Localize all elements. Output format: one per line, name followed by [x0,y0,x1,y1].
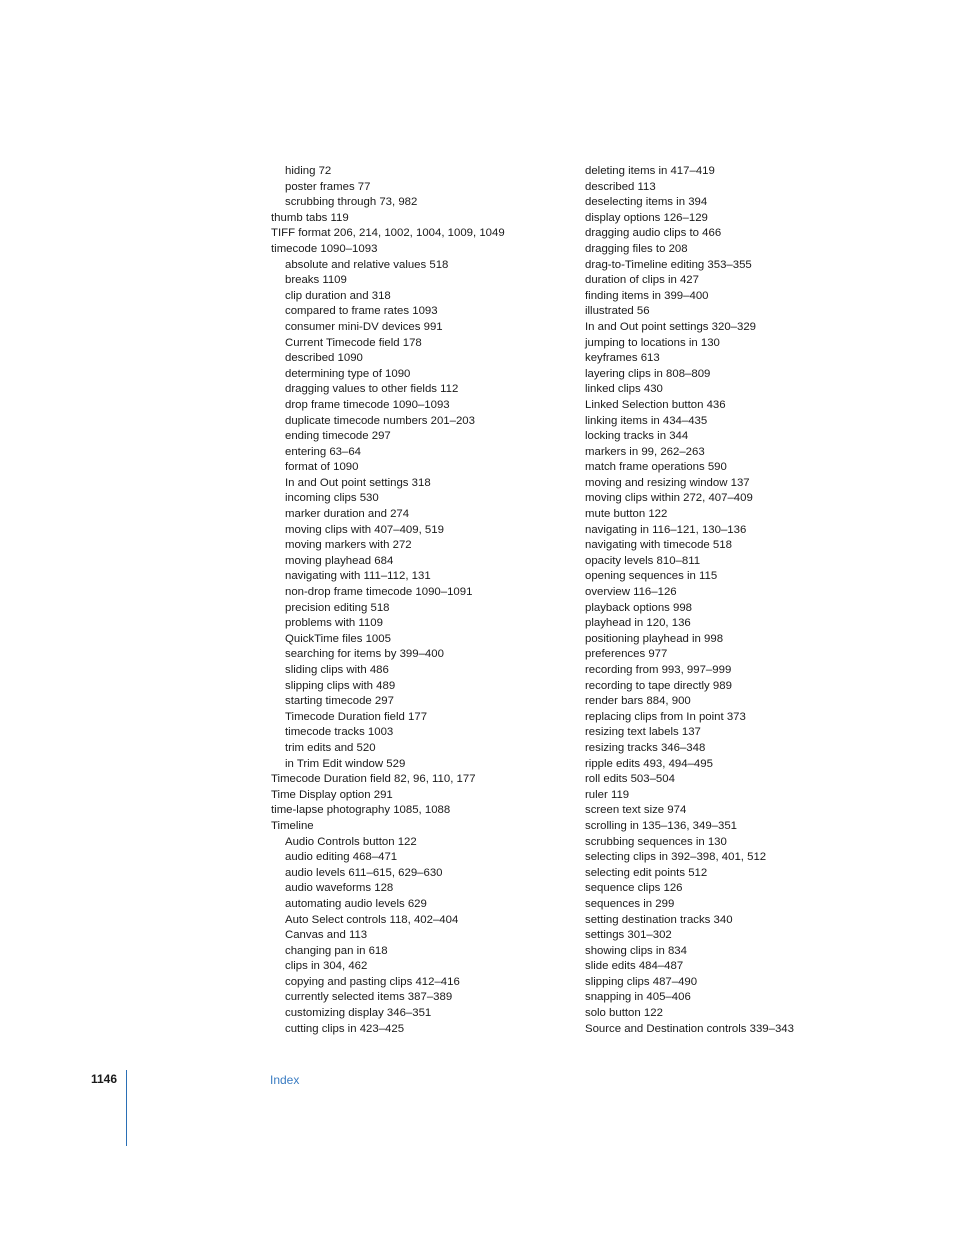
index-entry: timecode 1090–1093 [271,242,378,255]
page-number: 1146 [91,1072,118,1086]
index-subentry: Timecode Duration field 177 [285,710,428,723]
index-subentry: breaks 1109 [285,274,347,287]
index-subentry: dragging audio clips to 466 [585,227,722,240]
index-subentry: changing pan in 618 [285,944,388,957]
footer-divider [126,1070,127,1146]
index-subentry: Auto Select controls 118, 402–404 [285,913,459,926]
index-subentry: described 1090 [285,352,363,365]
index-subentry: solo button 122 [585,1007,663,1020]
index-subentry: poster frames 77 [285,180,371,193]
index-subentry: non-drop frame timecode 1090–1091 [285,586,473,599]
index-subentry: audio levels 611–615, 629–630 [285,866,443,879]
index-subentry: precision editing 518 [285,601,390,614]
index-subentry: selecting edit points 512 [585,866,708,879]
index-subentry: navigating with 111–112, 131 [285,570,431,583]
index-subentry: cutting clips in 423–425 [285,1022,405,1035]
index-subentry: sliding clips with 486 [285,664,389,676]
index-subentry: navigating in 116–121, 130–136 [585,523,747,536]
index-subentry: QuickTime files 1005 [285,632,391,645]
index-subentry: match frame operations 590 [585,461,727,474]
index-subentry: problems with 1109 [285,617,383,630]
index-subentry: Current Timecode field 178 [285,336,422,349]
index-subentry: recording to tape directly 989 [585,679,732,692]
index-subentry: consumer mini-DV devices 991 [285,320,443,333]
index-subentry: settings 301–302 [585,929,672,942]
index-subentry: hiding 72 [285,165,332,177]
index-subentry: replacing clips from In point 373 [585,710,746,723]
index-subentry: moving markers with 272 [285,539,412,552]
index-subentry: searching for items by 399–400 [285,648,444,661]
index-subentry: absolute and relative values 518 [285,258,449,271]
index-subentry: jumping to locations in 130 [585,336,720,349]
index-subentry: In and Out point settings 318 [285,476,431,489]
index-subentry: in Trim Edit window 529 [285,757,406,770]
index-subentry: resizing text labels 137 [585,726,701,739]
index-entry: time-lapse photography 1085, 1088 [271,804,451,817]
index-subentry: duration of clips in 427 [585,274,699,287]
index-subentry: clip duration and 318 [285,289,391,302]
index-subentry: drop frame timecode 1090–1093 [285,398,450,411]
index-subentry: currently selected items 387–389 [285,991,453,1004]
index-entry: Time Display option 291 [271,788,393,801]
index-subentry: ending timecode 297 [285,430,391,443]
index-subentry: incoming clips 530 [285,492,379,505]
index-subentry: recording from 993, 997–999 [585,664,732,676]
index-column-right [571,164,871,1037]
index-subentry: Source and Destination controls 339–343 [585,1022,794,1035]
index-subentry: markers in 99, 262–263 [585,445,705,458]
index-subentry: Linked Selection button 436 [585,398,726,411]
index-subentry: keyframes 613 [585,352,660,365]
index-subentry: linked clips 430 [585,383,663,396]
index-subentry: trim edits and 520 [285,741,376,754]
index-subentry: ripple edits 493, 494–495 [585,757,713,770]
index-subentry: deleting items in 417–419 [585,165,715,177]
index-subentry: mute button 122 [585,508,668,521]
index-subentry: positioning playhead in 998 [585,632,724,645]
index-subentry: setting destination tracks 340 [585,913,733,926]
index-subentry: In and Out point settings 320–329 [585,320,756,333]
index-subentry: opening sequences in 115 [585,570,718,583]
index-subentry: roll edits 503–504 [585,773,675,786]
index-subentry: dragging values to other fields 112 [285,383,459,396]
index-subentry: format of 1090 [285,461,359,474]
index-subentry: scrolling in 135–136, 349–351 [585,819,737,832]
index-subentry: slide edits 484–487 [585,960,684,973]
index-subentry: Audio Controls button 122 [285,835,417,848]
section-label: Index [270,1073,300,1087]
index-subentry: illustrated 56 [585,305,650,318]
index-subentry: locking tracks in 344 [585,430,689,443]
index-subentry: Canvas and 113 [285,929,368,942]
index-subentry: finding items in 399–400 [585,289,709,302]
index-subentry: sequences in 299 [585,897,675,910]
index-subentry: audio editing 468–471 [285,851,398,864]
index-entry: thumb tabs 119 [271,211,349,224]
index-subentry: deselecting items in 394 [585,196,708,209]
index-subentry: snapping in 405–406 [585,991,691,1004]
index-subentry: marker duration and 274 [285,508,410,521]
index-subentry: navigating with timecode 518 [585,539,732,552]
index-subentry: resizing tracks 346–348 [585,741,706,754]
index-subentry: overview 116–126 [585,586,677,599]
index-entry: Timecode Duration field 82, 96, 110, 177 [271,773,476,786]
index-subentry: scrubbing through 73, 982 [285,196,418,209]
index-subentry: clips in 304, 462 [285,960,368,973]
index-subentry: moving and resizing window 137 [585,476,750,489]
index-subentry: linking items in 434–435 [585,414,708,427]
index-subentry: playhead in 120, 136 [585,617,691,630]
index-subentry: copying and pasting clips 412–416 [285,975,460,988]
index-subentry: sequence clips 126 [585,882,683,895]
index-subentry: moving playhead 684 [285,554,394,567]
index-subentry: dragging files to 208 [585,242,688,255]
index-subentry: moving clips with 407–409, 519 [285,523,444,536]
index-subentry: entering 63–64 [285,445,362,458]
index-subentry: scrubbing sequences in 130 [585,835,727,848]
index-column-left [271,164,556,1037]
index-subentry: duplicate timecode numbers 201–203 [285,414,475,427]
index-subentry: drag-to-Timeline editing 353–355 [585,258,752,271]
index-subentry: playback options 998 [585,601,693,614]
index-entry: Timeline [271,819,314,832]
index-subentry: described 113 [585,180,656,193]
index-subentry: display options 126–129 [585,211,708,224]
index-subentry: selecting clips in 392–398, 401, 512 [585,851,767,864]
index-subentry: ruler 119 [585,788,630,801]
index-subentry: timecode tracks 1003 [285,726,394,739]
index-subentry: screen text size 974 [585,804,687,817]
index-subentry: slipping clips 487–490 [585,975,698,988]
index-subentry: compared to frame rates 1093 [285,305,438,318]
index-subentry: slipping clips with 489 [285,679,396,692]
index-subentry: audio waveforms 128 [285,882,394,895]
index-subentry: render bars 884, 900 [585,695,691,708]
index-subentry: customizing display 346–351 [285,1007,432,1020]
index-subentry: moving clips within 272, 407–409 [585,492,753,505]
index-subentry: layering clips in 808–809 [585,367,711,380]
index-subentry: showing clips in 834 [585,944,687,957]
index-subentry: automating audio levels 629 [285,897,427,910]
index-subentry: determining type of 1090 [285,367,411,380]
index-subentry: preferences 977 [585,648,668,661]
index-entry: TIFF format 206, 214, 1002, 1004, 1009, 1049 [271,227,505,240]
index-subentry: starting timecode 297 [285,695,394,708]
index-subentry: opacity levels 810–811 [585,554,701,567]
